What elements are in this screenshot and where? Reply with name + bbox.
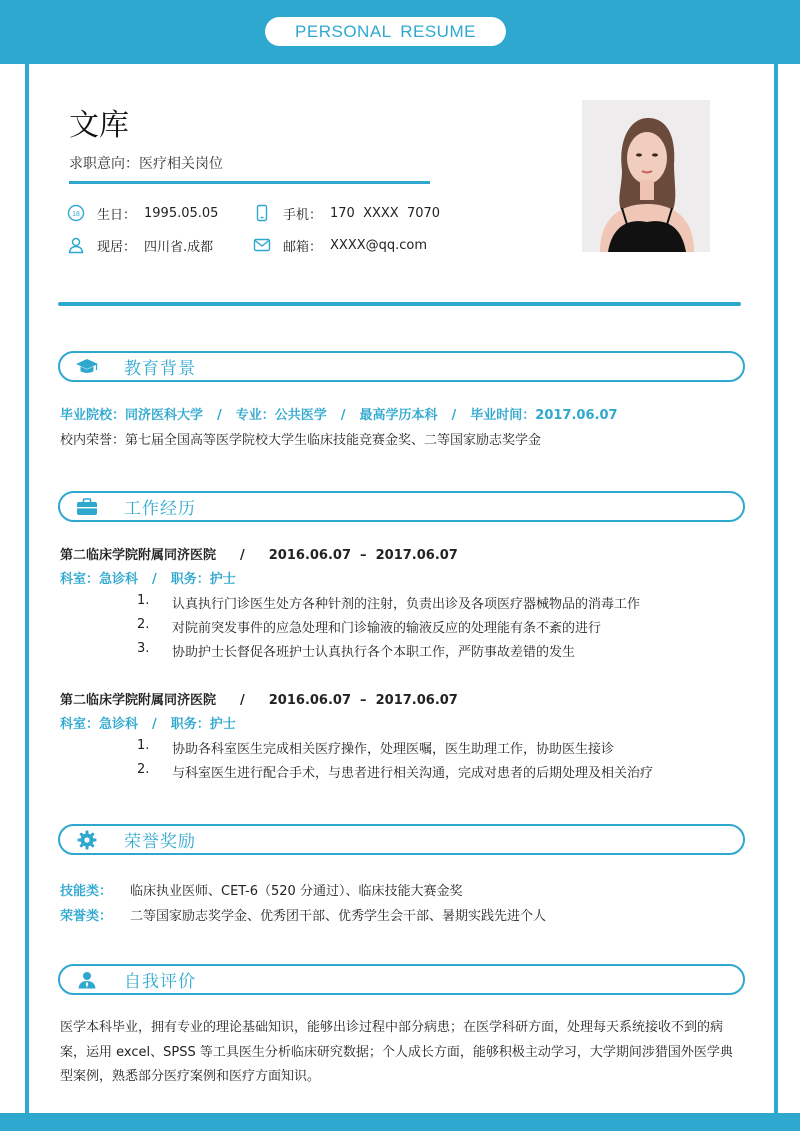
education-honor-label: 校内荣誉：	[60, 433, 126, 448]
job-org: 第二临床学院附属同济医院	[60, 693, 217, 708]
job-1-role-row	[60, 568, 236, 587]
education-honor: 第七届全国高等医学院校大学生临床技能竞赛金奖、二等国家励志奖学金	[125, 433, 542, 448]
email-value: XXXX@qq.com	[330, 237, 428, 253]
job-role: 职务：护士	[170, 572, 236, 587]
briefcase-icon	[74, 496, 100, 518]
list-item: 2. 与科室医生进行配合手术，与患者进行相关沟通，完成对患者的后期处理及相关治疗	[137, 762, 654, 781]
separator: /	[240, 693, 245, 708]
section-awards-title: 荣誉奖励	[124, 832, 196, 852]
bottom-band	[0, 1113, 800, 1131]
svg-text:18: 18	[72, 211, 80, 218]
person-icon	[74, 969, 100, 991]
awards-honors-row	[60, 905, 546, 924]
birthday-icon	[67, 204, 85, 222]
graduation-cap-icon	[74, 356, 100, 378]
separator: /	[340, 408, 346, 423]
awards-honors-label: 荣誉类：	[60, 909, 113, 924]
residence-label: 现居：	[97, 239, 137, 255]
frame-left	[25, 64, 29, 1114]
location-icon	[67, 236, 85, 254]
profile-photo	[582, 100, 710, 252]
self-evaluation-text: 医学本科毕业，拥有专业的理论基础知识，能够出诊过程中部分病患；在医学科研方面，处理每天系统接收不到的病案，运用 excel、SPSS 等工具医生分析临床研究数据；个人成长方面，能够积极主动学习，大学期间涉猎国外医学典型案例，熟悉部分医疗案例和医疗方面知识。	[60, 1020, 733, 1084]
education-degree: 最高学历本科	[359, 408, 438, 423]
gear-icon	[74, 829, 100, 851]
header-divider	[58, 302, 741, 306]
intent-underline	[69, 181, 430, 184]
education-honor-row	[60, 429, 541, 448]
job-org: 第二临床学院附属同济医院	[60, 548, 217, 563]
job-dept: 科室：急诊科	[60, 717, 139, 732]
list-item: 3. 协助护士长督促各班护士认真执行各个本职工作，严防事故差错的发生	[137, 641, 576, 660]
separator: /	[451, 408, 457, 423]
birthday-value: 1995.05.05	[144, 205, 219, 221]
banner-title: PERSONAL RESUME	[265, 17, 506, 46]
phone-label: 手机：	[283, 207, 323, 223]
job-1-header	[60, 544, 458, 563]
list-item: 1. 协助各科室医生完成相关医疗操作，处理医嘱，医生助理工作，协助医生接诊	[137, 738, 615, 757]
section-work-header	[58, 491, 745, 522]
info-birthday	[67, 202, 218, 224]
section-education-title: 教育背景	[124, 359, 196, 379]
awards-skills-label: 技能类：	[60, 884, 113, 899]
phone-icon	[253, 204, 271, 222]
frame-right	[774, 64, 778, 1114]
birthday-label: 生日：	[97, 207, 137, 223]
awards-honors: 二等国家励志奖学金、优秀团干部、优秀学生会干部、暑期实践先进个人	[130, 909, 547, 924]
mail-icon	[253, 236, 271, 254]
education-grad-time: 毕业时间：2017.06.07	[470, 408, 618, 423]
section-awards-header	[58, 824, 745, 855]
separator: /	[152, 717, 157, 732]
candidate-name: 文库	[69, 108, 129, 143]
separator: /	[217, 408, 222, 423]
list-item: 1. 认真执行门诊医生处方各种针剂的注射，负责出诊及各项医疗器械物品的消毒工作	[137, 593, 641, 612]
awards-skills-row	[60, 880, 462, 899]
separator: /	[240, 548, 245, 563]
job-dept: 科室：急诊科	[60, 572, 139, 587]
info-residence	[67, 234, 213, 256]
job-period: 2016.06.07 – 2017.06.07	[268, 548, 458, 563]
education-summary-row	[60, 404, 618, 423]
section-self-header	[58, 964, 745, 995]
job-period: 2016.06.07 – 2017.06.07	[268, 693, 458, 708]
job-2-header	[60, 689, 458, 708]
list-item: 2. 对院前突发事件的应急处理和门诊输液的输液反应的处理能有条不紊的进行	[137, 617, 602, 636]
section-self-title: 自我评价	[124, 972, 196, 992]
section-education-header	[58, 351, 745, 382]
email-label: 邮箱：	[283, 239, 323, 255]
job-intent: 求职意向：医疗相关岗位	[69, 156, 223, 172]
job-2-role-row	[60, 713, 236, 732]
residence-value: 四川省.成都	[144, 239, 214, 255]
info-phone	[253, 202, 440, 224]
education-school: 毕业院校：同济医科大学	[60, 408, 204, 423]
awards-skills: 临床执业医师、CET-6（520 分通过）、临床技能大赛金奖	[130, 884, 463, 899]
separator: /	[152, 572, 157, 587]
job-role: 职务：护士	[170, 717, 236, 732]
section-work-title: 工作经历	[124, 499, 196, 519]
education-major: 专业：公共医学	[235, 408, 327, 423]
phone-value: 170 XXXX 7070	[330, 205, 441, 221]
info-email	[253, 234, 427, 256]
